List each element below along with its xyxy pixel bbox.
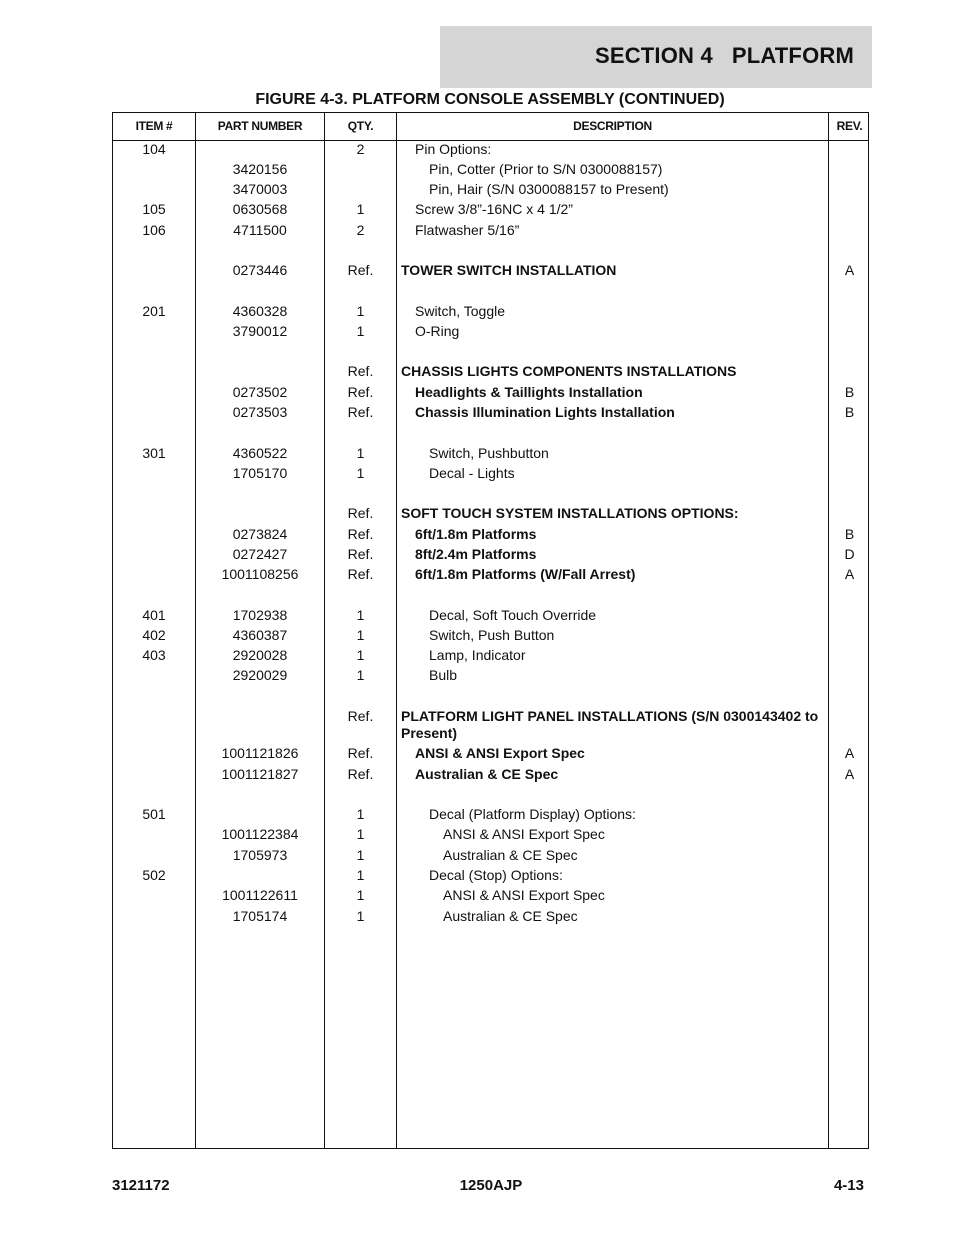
description-cell: 8ft/2.4m Platforms [415, 546, 537, 562]
description-cell: Decal (Stop) Options: [429, 867, 563, 883]
description-cell: Switch, Toggle [415, 303, 506, 319]
part-number-cell: 0272427 [232, 546, 288, 562]
description-cell: Flatwasher 5/16” [415, 222, 520, 238]
quantity-cell: 1 [356, 908, 365, 924]
table-row [113, 867, 868, 887]
table-row [113, 303, 868, 323]
quantity-cell: 1 [356, 201, 365, 217]
header-item: ITEM # [135, 119, 173, 133]
part-number-cell: 1001122611 [222, 887, 298, 903]
table-row [113, 627, 868, 647]
table-row [113, 647, 868, 667]
description-cell: Australian & CE Spec [415, 766, 559, 782]
description-cell: Headlights & Taillights Installation [415, 384, 643, 400]
part-number-cell: 2920029 [232, 667, 288, 683]
item-number-cell: 502 [142, 867, 166, 883]
quantity-cell: Ref. [347, 363, 374, 379]
part-number-cell: 2920028 [232, 647, 288, 663]
part-number-cell: 3790012 [232, 323, 288, 339]
description-cell: ANSI & ANSI Export Spec [415, 745, 585, 761]
part-number-cell: 1702938 [232, 607, 288, 623]
table-row [113, 607, 868, 627]
quantity-cell: 1 [356, 826, 365, 842]
part-number-cell: 4360328 [232, 303, 288, 319]
item-number-cell: 106 [142, 222, 166, 238]
quantity-cell: 1 [356, 847, 365, 863]
description-cell: Switch, Pushbutton [429, 445, 549, 461]
quantity-cell: Ref. [347, 404, 374, 420]
table-row [113, 806, 868, 826]
quantity-cell: Ref. [347, 745, 374, 761]
description-cell: Australian & CE Spec [443, 908, 578, 924]
description-cell: Australian & CE Spec [443, 847, 578, 863]
table-row [113, 847, 868, 867]
item-number-cell: 403 [142, 647, 166, 663]
item-number-cell: 201 [142, 303, 166, 319]
description-cell: Chassis Illumination Lights Installation [415, 404, 675, 420]
part-number-cell: 4360387 [232, 627, 288, 643]
table-row [113, 505, 868, 525]
quantity-cell: 1 [356, 465, 365, 481]
description-cell: Decal (Platform Display) Options: [429, 806, 636, 822]
table-row [113, 262, 868, 282]
quantity-cell: Ref. [347, 566, 374, 582]
table-row [113, 526, 868, 546]
quantity-cell: Ref. [347, 505, 374, 521]
description-cell: Bulb [429, 667, 458, 683]
quantity-cell: 1 [356, 667, 365, 683]
header-description: DESCRIPTION [573, 119, 652, 133]
description-cell: Decal - Lights [429, 465, 515, 481]
description-cell: O-Ring [415, 323, 460, 339]
table-row [113, 222, 868, 242]
quantity-cell: 2 [356, 141, 365, 157]
table-row [113, 908, 868, 928]
description-cell: Pin, Cotter (Prior to S/N 0300088157) [429, 161, 663, 177]
description-cell: CHASSIS LIGHTS COMPONENTS INSTALLATIONS [401, 363, 737, 379]
part-number-cell: 0273824 [232, 526, 288, 542]
description-cell: TOWER SWITCH INSTALLATION [401, 262, 617, 278]
table-row [113, 384, 868, 404]
description-cell: 6ft/1.8m Platforms (W/Fall Arrest) [415, 566, 636, 582]
table-row [113, 887, 868, 907]
part-number-cell: 3470003 [232, 181, 288, 197]
table-row [113, 826, 868, 846]
header-rev: REV. [836, 119, 863, 133]
quantity-cell: Ref. [347, 708, 374, 724]
part-number-cell: 0273503 [232, 404, 288, 420]
description-cell: PLATFORM LIGHT PANEL INSTALLATIONS (S/N 0300143402 to Present) [401, 708, 819, 741]
description-cell: ANSI & ANSI Export Spec [443, 826, 605, 842]
part-number-cell: 1705174 [232, 908, 288, 924]
item-number-cell: 105 [142, 201, 166, 217]
part-number-cell: 1705973 [232, 847, 288, 863]
table-row [113, 708, 868, 741]
revision-cell: A [844, 566, 855, 582]
revision-cell: B [844, 526, 855, 542]
quantity-cell: 1 [356, 627, 365, 643]
revision-cell: A [844, 262, 855, 278]
footer-page-number: 4-13 [833, 1177, 864, 1194]
quantity-cell: 1 [356, 323, 365, 339]
description-cell: Pin, Hair (S/N 0300088157 to Present) [429, 181, 669, 197]
section-header-box [440, 26, 872, 88]
footer-model: 1250AJP [459, 1177, 523, 1194]
parts-table [112, 112, 869, 1149]
quantity-cell: 1 [356, 887, 365, 903]
description-cell: Switch, Push Button [429, 627, 555, 643]
part-number-cell: 0630568 [232, 201, 288, 217]
item-number-cell: 501 [142, 806, 166, 822]
quantity-cell: 1 [356, 867, 365, 883]
table-row [113, 363, 868, 383]
header-qty: QTY. [347, 119, 374, 133]
table-row [113, 404, 868, 424]
item-number-cell: 301 [142, 445, 166, 461]
part-number-cell: 1001122384 [221, 826, 299, 842]
quantity-cell: Ref. [347, 262, 374, 278]
revision-cell: A [844, 745, 855, 761]
part-number-cell: 1001108256 [221, 566, 299, 582]
revision-cell: B [844, 384, 855, 400]
quantity-cell: 1 [356, 607, 365, 623]
table-row [113, 465, 868, 485]
table-row [113, 745, 868, 765]
footer-doc-number: 3121172 [112, 1177, 170, 1194]
part-number-cell: 1705170 [232, 465, 288, 481]
part-number-cell: 0273502 [232, 384, 288, 400]
part-number-cell: 0273446 [232, 262, 288, 278]
table-row [113, 445, 868, 465]
quantity-cell: Ref. [347, 384, 374, 400]
revision-cell: B [844, 404, 855, 420]
table-row [113, 161, 868, 181]
description-cell: SOFT TOUCH SYSTEM INSTALLATIONS OPTIONS: [401, 505, 739, 521]
revision-cell: D [844, 546, 855, 562]
part-number-cell: 4360522 [232, 445, 288, 461]
table-row [113, 667, 868, 687]
quantity-cell: 1 [356, 647, 365, 663]
part-number-cell: 1001121826 [221, 745, 299, 761]
quantity-cell: 1 [356, 445, 365, 461]
description-cell: Screw 3/8”-16NC x 4 1/2” [415, 201, 573, 217]
part-number-cell: 3420156 [232, 161, 288, 177]
quantity-cell: 2 [356, 222, 365, 238]
table-row [113, 323, 868, 343]
description-cell: Lamp, Indicator [429, 647, 526, 663]
quantity-cell: Ref. [347, 546, 374, 562]
table-row [113, 546, 868, 566]
description-cell: 6ft/1.8m Platforms [415, 526, 537, 542]
section-title: SECTION 4 PLATFORM [594, 43, 854, 68]
quantity-cell: 1 [356, 303, 365, 319]
header-part-number: PART NUMBER [217, 119, 303, 133]
item-number-cell: 402 [142, 627, 166, 643]
part-number-cell: 4711500 [233, 222, 287, 238]
description-cell: Pin Options: [415, 141, 492, 157]
item-number-cell: 104 [142, 141, 166, 157]
item-number-cell: 401 [142, 607, 166, 623]
table-row [113, 766, 868, 786]
quantity-cell: 1 [356, 806, 365, 822]
table-row [113, 141, 868, 161]
table-row [113, 566, 868, 586]
table-row [113, 201, 868, 221]
description-cell: Decal, Soft Touch Override [429, 607, 597, 623]
part-number-cell: 1001121827 [221, 766, 299, 782]
table-row [113, 181, 868, 201]
revision-cell: A [844, 766, 855, 782]
figure-title: FIGURE 4-3. PLATFORM CONSOLE ASSEMBLY (CONTINUED) [255, 91, 725, 108]
quantity-cell: Ref. [347, 766, 374, 782]
quantity-cell: Ref. [347, 526, 374, 542]
description-cell: ANSI & ANSI Export Spec [443, 887, 605, 903]
